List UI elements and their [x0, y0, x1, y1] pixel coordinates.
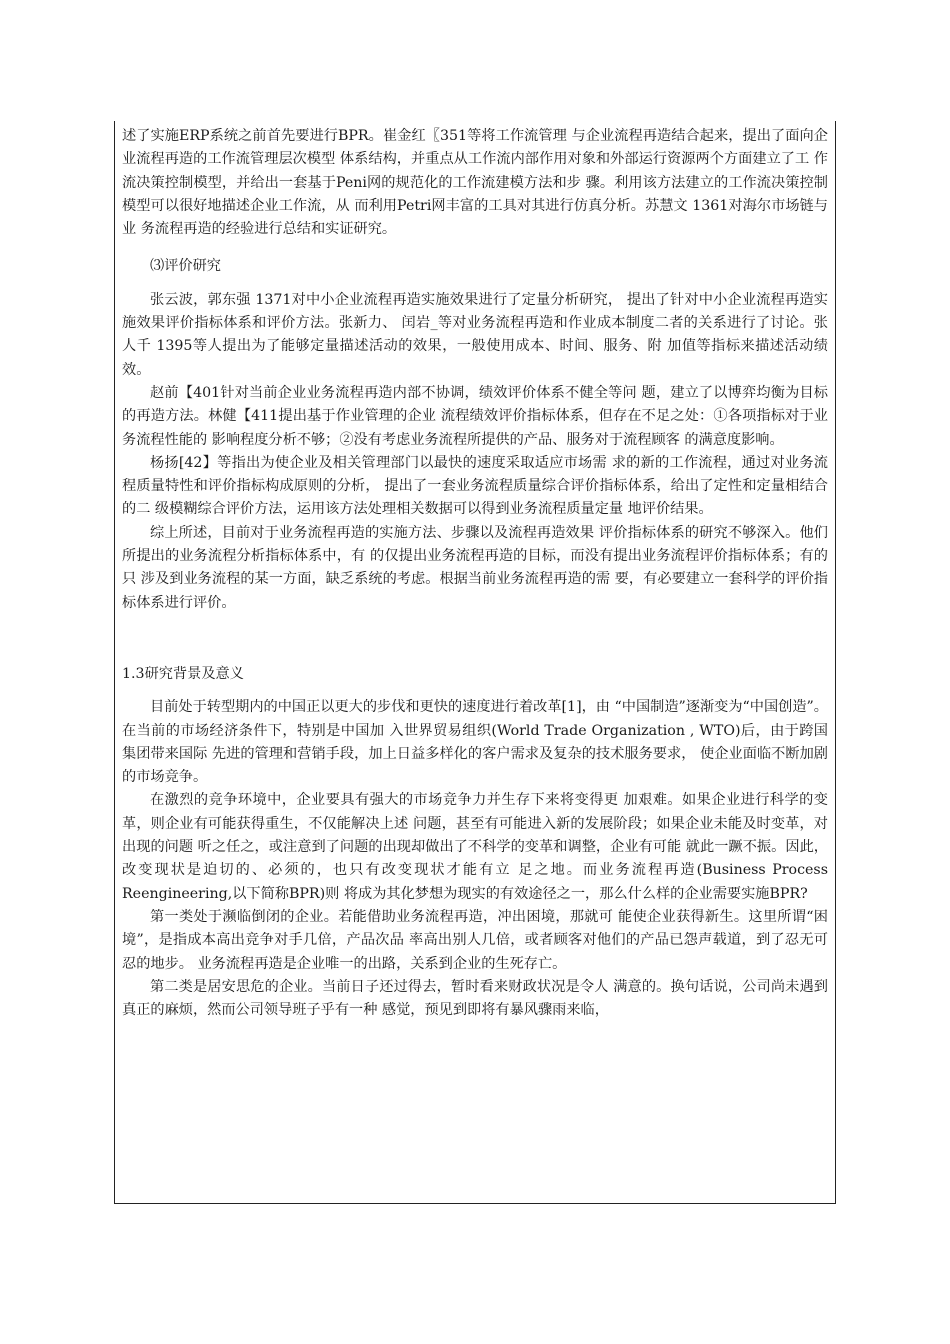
- document-body: [122, 125, 828, 1022]
- section-heading-background: 1.3研究背景及意义: [122, 665, 244, 682]
- paragraph-china-reform: 目前处于转型期内的中国正以更大的步伐和更快的速度进行着改革[1]，由 “中国制造”逐渐变为“中国创造”。在当前的市场经济条件下，特别是中国加 入世界贸易组织(World Trade Organization , WTO)后，由于跨国集团带来国际 先进的管理和营销手段，加上日益多样化的客户需求及复杂的技术服务要求， 使企业面临不断加剧的市场竞争。: [122, 699, 828, 786]
- paragraph-summary: 综上所述，目前对于业务流程再造的实施方法、步骤以及流程再造效果 评价指标体系的研究不够深入。他们所提出的业务流程分析指标体系中，有 的仅提出业务流程再造的目标，而没有提出业务流程评价指标体系；有的只 涉及到业务流程的某一方面，缺乏系统的考虑。根据当前业务流程再造的需 要，有必要建立一套科学的评价指标体系进行评价。: [122, 524, 828, 611]
- paragraph-erp-bpr: 述了实施ERP系统之前首先要进行BPR。崔金红〖351等将工作流管理 与企业流程再造结合起来，提出了面向企业流程再造的工作流管理层次模型 体系结构，并重点从工作流内部作用对象和外部运行资源两个方面建立了工 作流决策控制模型，并给出一套基于Peni网的规范化的工作流建模方法和步 骤。利用该方法建立的工作流决策控制模型可以很好地描述企业工作流，从 而利用Petri网丰富的工具对其进行仿真分析。苏慧文 1361对海尔市场链与业 务流程再造的经验进行总结和实证研究。: [122, 128, 828, 238]
- paragraph-zhao-qian: 赵前【401针对当前企业业务流程再造内部不协调，绩效评价体系不健全等问 题，建立了以博弈均衡为目标的再造方法。林健【411提出基于作业管理的企业 流程绩效评价指标体系，但存在不足之处：①各项指标对于业务流程性能的 影响程度分析不够；②没有考虑业务流程所提供的产品、服务对于流程顾客 的满意度影响。: [122, 384, 828, 448]
- paragraph-second-type: 第二类是居安思危的企业。当前日子还过得去，暂时看来财政状况是令人 满意的。换句话说，公司尚未遇到真正的麻烦，然而公司领导班子乎有一种 感觉，预见到即将有暴风骤雨来临，: [122, 978, 828, 1019]
- paragraph-competition: 在激烈的竞争环境中，企业要具有强大的市场竞争力并生存下来将变得更 加艰难。如果企业进行科学的变革，则企业有可能获得重生，不仅能解决上述 问题，甚至有可能进入新的发展阶段；如果企业未能及时变革，对出现的问题 听之任之，或注意到了问题的出现却做出了不科学的变革和调整，企业有可能 就此一蹶不振。因此，改变现状是迫切的、必须的，也只有改变现状才能有立 足之地。而业务流程再造(Business Process Reengineering,以下简称BPR)则 将成为其化梦想为现实的有效途径之一，那么什么样的企业需要实施BPR?: [122, 792, 828, 902]
- paragraph-zhang-yunbo: 张云波，郭东强 1371对中小企业流程再造实施效果进行了定量分析研究， 提出了针对中小企业流程再造实施效果评价指标体系和评价方法。张新力、 闰岩_等对业务流程再造和作业成本制度二者的关系进行了讨论。张人千 1395等人提出为了能够定量描述活动的效果，一般使用成本、时间、服务、附 加值等指标来描述活动绩效。: [122, 291, 828, 378]
- subsection-evaluation-research: ⑶评价研究: [150, 258, 221, 275]
- paragraph-yang-yang: 杨扬[42】等指出为使企业及相关管理部门以最快的速度采取适应市场需 求的新的工作流程，通过对业务流程质量特性和评价指标构成原则的分析， 提出了一套业务流程质量综合评价指标体系，给出了定性和定量相结合的二 级模糊综合评价方法，运用该方法处理相关数据可以得到业务流程质量定量 地评价结果。: [122, 454, 828, 518]
- paragraph-first-type: 第一类处于濒临倒闭的企业。若能借助业务流程再造，冲出困境，那就可 能使企业获得新生。这里所谓“困境”，是指成本高出竞争对手几倍，产品次品 率高出别人几倍，或者顾客对他们的产品已怨声载道，到了忍无可忍的地步。 业务流程再造是企业唯一的出路，关系到企业的生死存亡。: [122, 908, 828, 972]
